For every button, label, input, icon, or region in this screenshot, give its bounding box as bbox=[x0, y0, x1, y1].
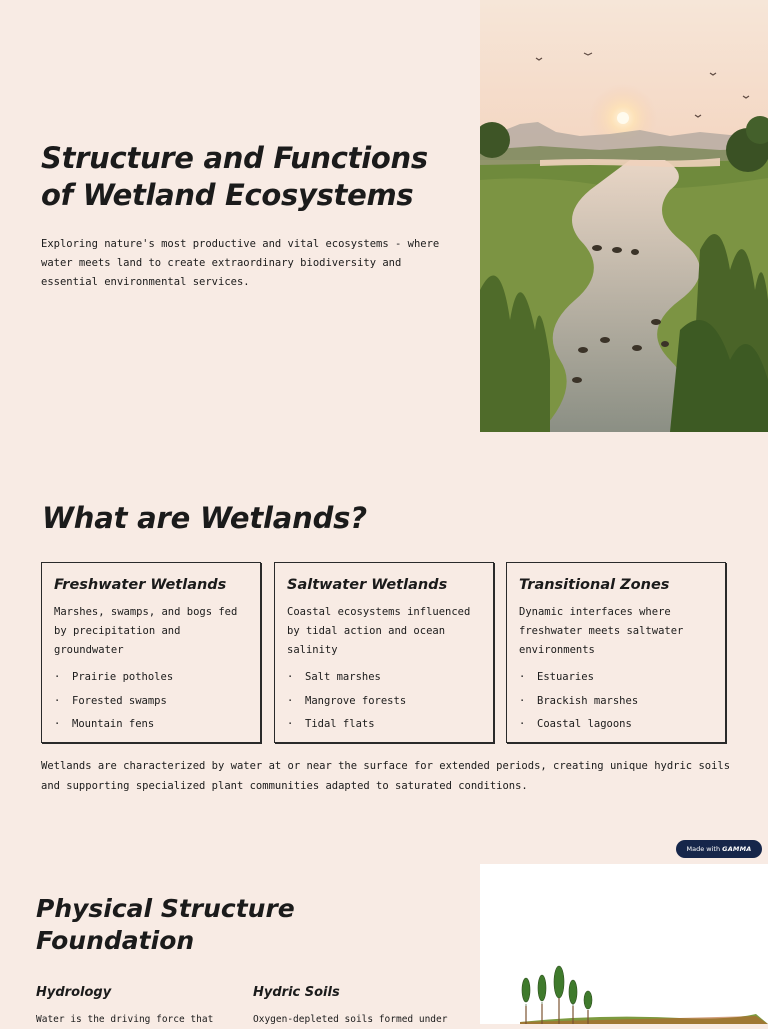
bullet-icon: · bbox=[519, 694, 526, 707]
gamma-logo: GAMMA bbox=[722, 845, 752, 853]
list-item: · Salt marshes bbox=[287, 666, 481, 690]
card-title: Saltwater Wetlands bbox=[287, 577, 448, 593]
list-item: · Brackish marshes bbox=[519, 690, 713, 714]
card-description: Marshes, swamps, and bogs fed by precipitation and groundwater bbox=[54, 606, 238, 656]
list-item: · Mountain fens bbox=[54, 713, 248, 737]
wetland-cross-section-illustration bbox=[480, 864, 768, 1024]
bullet-icon: · bbox=[519, 671, 526, 683]
hydrology-heading: Hydrology bbox=[36, 985, 112, 1000]
hero-title: Structure and Functions of Wetland Ecosystems bbox=[41, 141, 428, 212]
bullet-icon: · bbox=[54, 694, 61, 707]
card-list bbox=[287, 666, 481, 737]
wetland-cross-section-image bbox=[480, 864, 768, 1024]
list-item: · Tidal flats bbox=[287, 713, 481, 737]
bullet-icon: · bbox=[54, 671, 61, 683]
card-title: Transitional Zones bbox=[519, 577, 670, 593]
card-list bbox=[519, 666, 713, 737]
card-title: Freshwater Wetlands bbox=[54, 577, 227, 593]
hydric-soils-text: Oxygen-depleted soils formed under bbox=[253, 1014, 448, 1025]
badge-prefix: Made with bbox=[686, 845, 721, 853]
card-freshwater-wetlands bbox=[41, 562, 261, 743]
section-title: What are Wetlands? bbox=[42, 501, 367, 535]
hydric-soils-heading: Hydric Soils bbox=[253, 985, 340, 1000]
wetland-sunset-illustration bbox=[480, 0, 768, 432]
card-description: Coastal ecosystems influenced by tidal action and ocean salinity bbox=[287, 606, 471, 656]
made-with-gamma-badge[interactable] bbox=[676, 840, 762, 858]
hero-subtitle: Exploring nature's most productive and vital ecosystems - where water meets land to create extraordinary biodiversity and essential environmental services. bbox=[41, 238, 440, 288]
list-item: · Mangrove forests bbox=[287, 690, 481, 714]
list-item: · Forested swamps bbox=[54, 690, 248, 714]
card-saltwater-wetlands bbox=[274, 562, 494, 743]
bullet-icon: · bbox=[287, 694, 294, 707]
card-description: Dynamic interfaces where freshwater meets saltwater environments bbox=[519, 606, 684, 656]
bullet-icon: · bbox=[287, 671, 294, 683]
bullet-icon: · bbox=[519, 718, 526, 730]
list-item: · Prairie potholes bbox=[54, 666, 248, 690]
section-note: Wetlands are characterized by water at or near the surface for extended periods, creating unique hydric soils and supporting specialized plant communities adapted to saturated conditions. bbox=[41, 760, 731, 792]
bullet-icon: · bbox=[287, 718, 294, 730]
physical-title: Physical Structure Foundation bbox=[36, 894, 295, 955]
list-item: · Estuaries bbox=[519, 666, 713, 690]
list-item: · Coastal lagoons bbox=[519, 713, 713, 737]
card-list bbox=[54, 666, 248, 737]
card-transitional-zones bbox=[506, 562, 726, 743]
bullet-icon: · bbox=[54, 718, 61, 730]
hydrology-text: Water is the driving force that bbox=[36, 1014, 214, 1025]
wetland-sunset-image bbox=[480, 0, 768, 432]
